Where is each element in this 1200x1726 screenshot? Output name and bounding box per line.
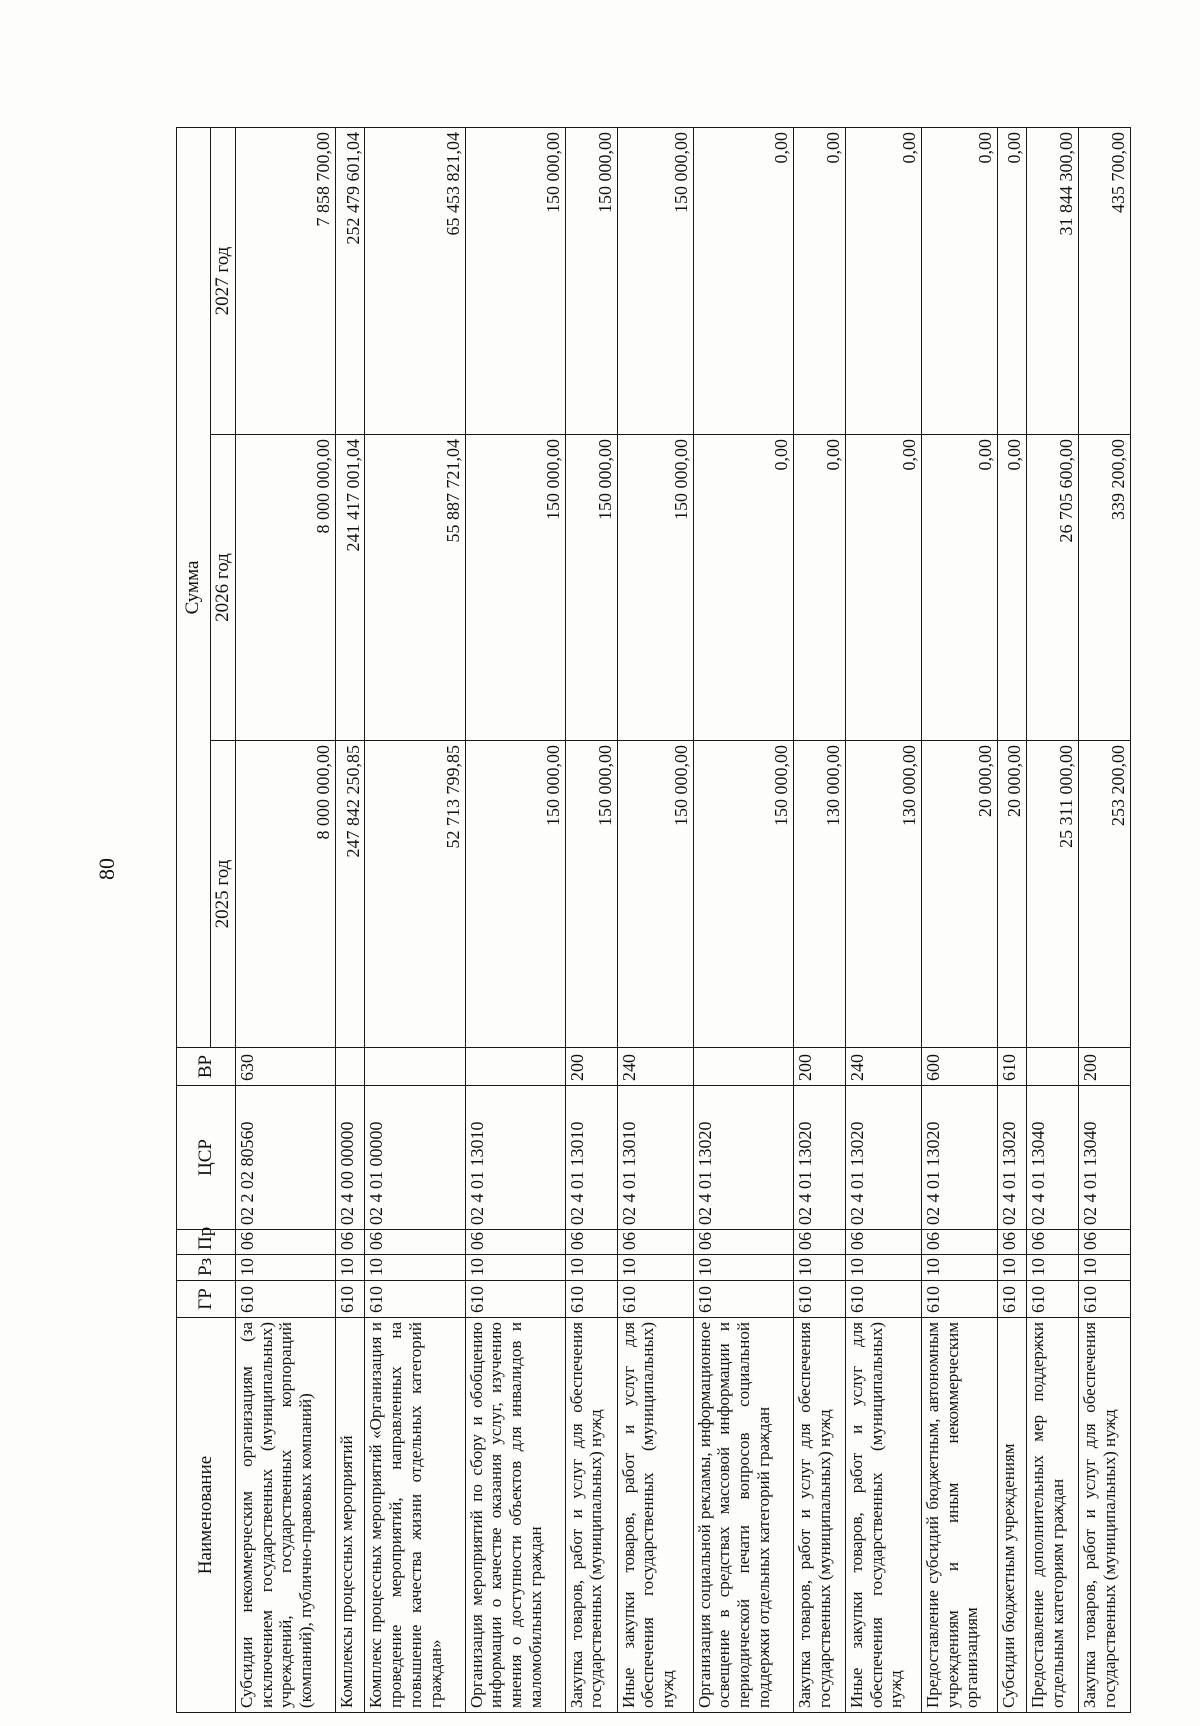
cell-pr: 06 xyxy=(997,1230,1026,1255)
cell-pr: 06 xyxy=(845,1230,921,1255)
table-row xyxy=(365,128,465,1713)
cell-2026: 339 200,00 xyxy=(1079,435,1131,741)
cell-2026: 0,00 xyxy=(693,435,793,741)
header-gr: ГР xyxy=(177,1281,236,1318)
cell-vr: 200 xyxy=(793,1048,845,1086)
cell-csr: 02 4 01 13020 xyxy=(693,1086,793,1230)
table-row xyxy=(1079,128,1131,1713)
cell-vr xyxy=(1027,1048,1079,1086)
cell-2025: 130 000,00 xyxy=(845,741,921,1048)
header-name: Наименование xyxy=(177,1318,236,1713)
cell-gr: 610 xyxy=(565,1281,617,1318)
cell-2025: 8 000 000,00 xyxy=(236,741,336,1048)
cell-csr: 02 4 01 13040 xyxy=(1027,1086,1079,1230)
cell-2027: 7 858 700,00 xyxy=(236,128,336,435)
cell-2027: 0,00 xyxy=(997,128,1026,435)
cell-csr: 02 4 01 13020 xyxy=(845,1086,921,1230)
cell-gr: 610 xyxy=(793,1281,845,1318)
cell-name: Субсидии бюджетным учреждениям xyxy=(997,1318,1026,1713)
cell-vr: 200 xyxy=(565,1048,617,1086)
cell-csr: 02 4 01 13010 xyxy=(565,1086,617,1230)
cell-rz: 10 xyxy=(921,1255,997,1281)
cell-name: Субсидии некоммерческим организациям (за исключением государственных (муниципальных) учреждений, государственных корпораций (компаний), публично-правовых компаний) xyxy=(236,1318,336,1713)
header-vr: ВР xyxy=(177,1048,236,1086)
cell-gr: 610 xyxy=(236,1281,336,1318)
cell-gr: 610 xyxy=(365,1281,465,1318)
cell-2025: 25 311 000,00 xyxy=(1027,741,1079,1048)
cell-2027: 150 000,00 xyxy=(465,128,565,435)
table-header xyxy=(177,128,236,1713)
table-row xyxy=(617,128,693,1713)
cell-csr: 02 4 01 00000 xyxy=(365,1086,465,1230)
cell-gr: 610 xyxy=(1027,1281,1079,1318)
cell-rz: 10 xyxy=(565,1255,617,1281)
cell-csr: 02 4 01 13010 xyxy=(617,1086,693,1230)
cell-2025: 150 000,00 xyxy=(565,741,617,1048)
cell-2026: 8 000 000,00 xyxy=(236,435,336,741)
header-pr: Пр xyxy=(177,1230,236,1255)
header-year-2026: 2026 год xyxy=(211,435,236,741)
cell-vr: 240 xyxy=(617,1048,693,1086)
cell-2027: 0,00 xyxy=(693,128,793,435)
cell-2025: 150 000,00 xyxy=(617,741,693,1048)
cell-rz: 10 xyxy=(1079,1255,1131,1281)
cell-vr xyxy=(693,1048,793,1086)
table-row xyxy=(693,128,793,1713)
cell-vr: 610 xyxy=(997,1048,1026,1086)
budget-table xyxy=(176,127,1131,1713)
cell-csr: 02 4 01 13010 xyxy=(465,1086,565,1230)
cell-2027: 31 844 300,00 xyxy=(1027,128,1079,435)
cell-gr: 610 xyxy=(336,1281,365,1318)
table-row xyxy=(336,128,365,1713)
cell-2027: 0,00 xyxy=(845,128,921,435)
cell-pr: 06 xyxy=(693,1230,793,1255)
cell-vr xyxy=(365,1048,465,1086)
cell-2025: 52 713 799,85 xyxy=(365,741,465,1048)
cell-2025: 150 000,00 xyxy=(693,741,793,1048)
cell-name: Организация мероприятий по сбору и обобщению информации о качестве оказания услуг, изучению мнения о доступности объектов для инвалидов и маломобильных граждан xyxy=(465,1318,565,1713)
cell-rz: 10 xyxy=(465,1255,565,1281)
cell-2026: 0,00 xyxy=(997,435,1026,741)
cell-pr: 06 xyxy=(336,1230,365,1255)
cell-csr: 02 4 01 13040 xyxy=(1079,1086,1131,1230)
header-sum: Сумма xyxy=(177,128,211,1048)
table-row xyxy=(921,128,997,1713)
cell-pr: 06 xyxy=(921,1230,997,1255)
cell-vr: 200 xyxy=(1079,1048,1131,1086)
cell-rz: 10 xyxy=(1027,1255,1079,1281)
cell-gr: 610 xyxy=(1079,1281,1131,1318)
cell-gr: 610 xyxy=(617,1281,693,1318)
cell-name: Предоставление субсидий бюджетным, автономным учреждениям и иным некоммерческим организациям xyxy=(921,1318,997,1713)
cell-gr: 610 xyxy=(465,1281,565,1318)
cell-2027: 65 453 821,04 xyxy=(365,128,465,435)
cell-2026: 0,00 xyxy=(793,435,845,741)
cell-2026: 241 417 001,04 xyxy=(336,435,365,741)
cell-name: Организация социальной рекламы, информационное освещение в средствах массовой информации и периодической печати вопросов социальной поддержки отдельных категорий граждан xyxy=(693,1318,793,1713)
cell-gr: 610 xyxy=(693,1281,793,1318)
cell-name: Комплекс процессных мероприятий «Организация и проведение мероприятий, направленных на повышение качества жизни отдельных категорий граждан» xyxy=(365,1318,465,1713)
cell-gr: 610 xyxy=(921,1281,997,1318)
cell-2027: 150 000,00 xyxy=(565,128,617,435)
page-number: 80 xyxy=(94,858,119,880)
cell-rz: 10 xyxy=(617,1255,693,1281)
cell-name: Закупка товаров, работ и услуг для обеспечения государственных (муниципальных) нужд xyxy=(565,1318,617,1713)
cell-pr: 06 xyxy=(565,1230,617,1255)
cell-2027: 0,00 xyxy=(921,128,997,435)
table-row xyxy=(465,128,565,1713)
table-row xyxy=(236,128,336,1713)
cell-2026: 150 000,00 xyxy=(617,435,693,741)
cell-2026: 150 000,00 xyxy=(465,435,565,741)
cell-rz: 10 xyxy=(365,1255,465,1281)
cell-vr: 600 xyxy=(921,1048,997,1086)
cell-2026: 55 887 721,04 xyxy=(365,435,465,741)
cell-name: Иные закупки товаров, работ и услуг для обеспечения государственных (муниципальных) нужд xyxy=(617,1318,693,1713)
cell-rz: 10 xyxy=(845,1255,921,1281)
table-body xyxy=(236,128,1131,1713)
table-row xyxy=(845,128,921,1713)
table-row xyxy=(997,128,1026,1713)
cell-2027: 252 479 601,04 xyxy=(336,128,365,435)
cell-pr: 06 xyxy=(1079,1230,1131,1255)
cell-name: Комплексы процессных мероприятий xyxy=(336,1318,365,1713)
cell-vr xyxy=(465,1048,565,1086)
cell-vr: 630 xyxy=(236,1048,336,1086)
cell-pr: 06 xyxy=(793,1230,845,1255)
cell-2027: 150 000,00 xyxy=(617,128,693,435)
cell-rz: 10 xyxy=(997,1255,1026,1281)
cell-2026: 0,00 xyxy=(845,435,921,741)
cell-name: Иные закупки товаров, работ и услуг для обеспечения государственных (муниципальных) нужд xyxy=(845,1318,921,1713)
cell-rz: 10 xyxy=(693,1255,793,1281)
cell-gr: 610 xyxy=(845,1281,921,1318)
cell-csr: 02 4 01 13020 xyxy=(997,1086,1026,1230)
cell-2026: 26 705 600,00 xyxy=(1027,435,1079,741)
cell-2025: 247 842 250,85 xyxy=(336,741,365,1048)
cell-2026: 0,00 xyxy=(921,435,997,741)
cell-vr xyxy=(336,1048,365,1086)
header-year-2025: 2025 год xyxy=(211,741,236,1048)
cell-rz: 10 xyxy=(793,1255,845,1281)
header-year-2027: 2027 год xyxy=(211,128,236,435)
cell-name: Закупка товаров, работ и услуг для обеспечения государственных (муниципальных) нужд xyxy=(793,1318,845,1713)
cell-2025: 20 000,00 xyxy=(997,741,1026,1048)
cell-csr: 02 4 01 13020 xyxy=(793,1086,845,1230)
cell-pr: 06 xyxy=(1027,1230,1079,1255)
cell-2027: 0,00 xyxy=(793,128,845,435)
cell-pr: 06 xyxy=(465,1230,565,1255)
cell-2025: 20 000,00 xyxy=(921,741,997,1048)
cell-2027: 435 700,00 xyxy=(1079,128,1131,435)
cell-name: Предоставление дополнительных мер поддержки отдельным категориям граждан xyxy=(1027,1318,1079,1713)
cell-2025: 130 000,00 xyxy=(793,741,845,1048)
header-csr: ЦСР xyxy=(177,1086,236,1230)
table-row xyxy=(565,128,617,1713)
cell-csr: 02 4 01 13020 xyxy=(921,1086,997,1230)
cell-rz: 10 xyxy=(236,1255,336,1281)
cell-csr: 02 2 02 80560 xyxy=(236,1086,336,1230)
cell-gr: 610 xyxy=(997,1281,1026,1318)
cell-pr: 06 xyxy=(365,1230,465,1255)
header-rz: Рз xyxy=(177,1255,236,1281)
cell-name: Закупка товаров, работ и услуг для обеспечения государственных (муниципальных) нужд xyxy=(1079,1318,1131,1713)
table-row xyxy=(1027,128,1079,1713)
cell-pr: 06 xyxy=(617,1230,693,1255)
cell-vr: 240 xyxy=(845,1048,921,1086)
cell-rz: 10 xyxy=(336,1255,365,1281)
cell-csr: 02 4 00 00000 xyxy=(336,1086,365,1230)
cell-2025: 150 000,00 xyxy=(465,741,565,1048)
cell-2026: 150 000,00 xyxy=(565,435,617,741)
cell-pr: 06 xyxy=(236,1230,336,1255)
rotated-page-content xyxy=(176,128,1131,1713)
table-row xyxy=(793,128,845,1713)
cell-2025: 253 200,00 xyxy=(1079,741,1131,1048)
